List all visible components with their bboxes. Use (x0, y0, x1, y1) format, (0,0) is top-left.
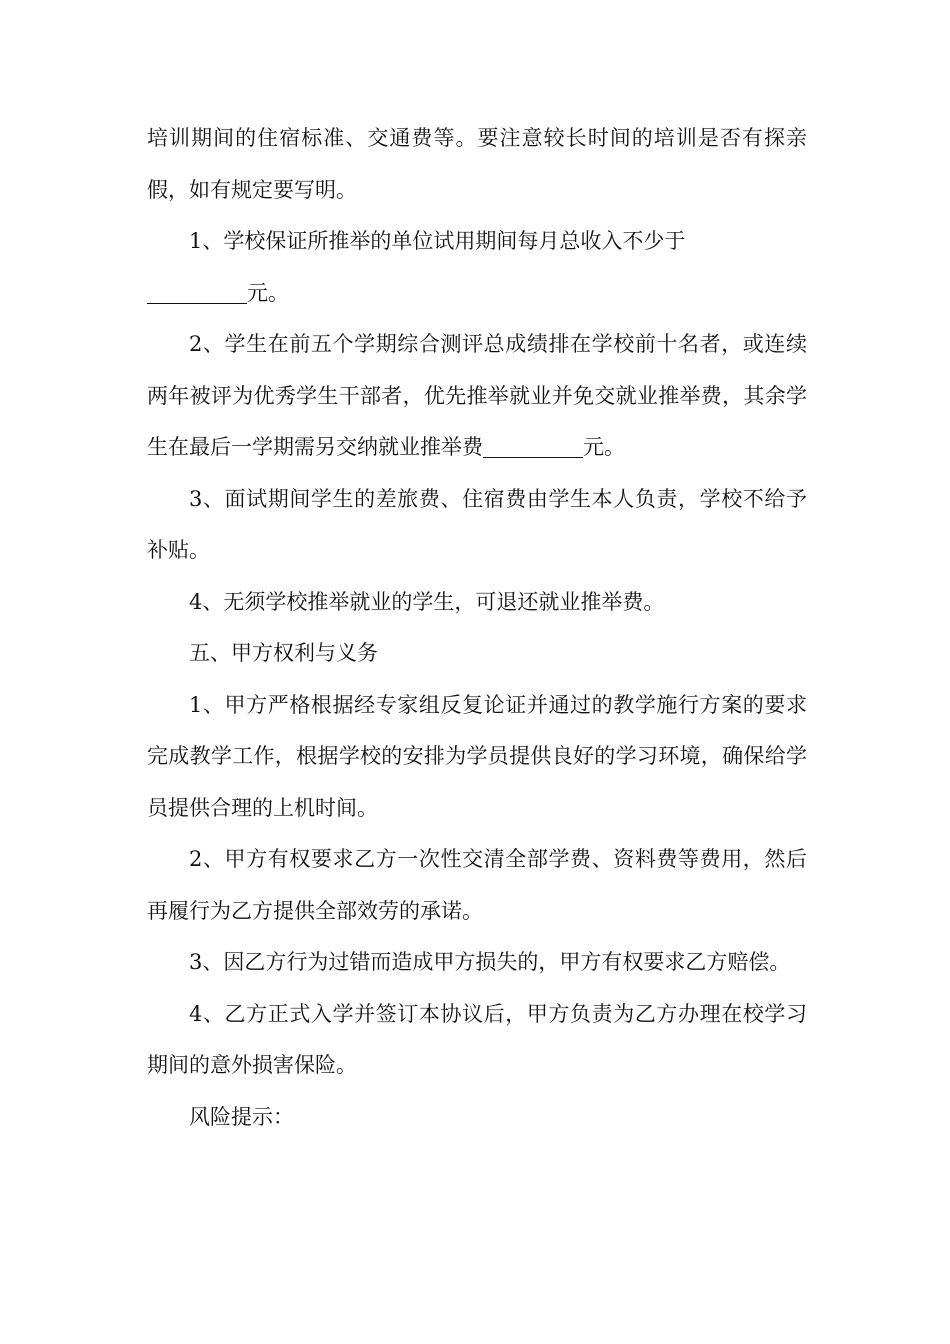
paragraph-party-a-compensation: 3、因乙方行为过错而造成甲方损失的，甲方有权要求乙方赔偿。 (189, 950, 791, 974)
paragraph-training-accommodation: 培训期间的住宿标准、交通费等。要注意较长时间的培训是否有探亲假，如有规定要写明。 (147, 126, 807, 202)
section-heading-party-a: 五、甲方权利与义务 (189, 641, 378, 665)
paragraph-refund: 4、无须学校推举就业的学生，可退还就业推举费。 (189, 589, 665, 614)
paragraph-risk-notice: 风险提示： (189, 1104, 294, 1129)
paragraph-trial-income: 1、学校保证所推举的单位试用期间每月总收入不少于 (189, 229, 686, 253)
paragraph-interview-expenses: 3、面试期间学生的差旅费、住宿费由学生本人负责，学校不给予补贴。 (147, 486, 807, 562)
paragraph-party-a-insurance: 4、乙方正式入学并签订本协议后，甲方负责为乙方办理在校学习期间的意外损害保险。 (147, 1001, 807, 1077)
paragraph-top-students (147, 319, 807, 474)
unit-text: 元。 (583, 435, 625, 459)
paragraph-party-a-teaching: 1、甲方严格根据经专家组反复论证并通过的教学施行方案的要求完成教学工作，根据学校的安排为学员提供良好的学习环境，确保给学员提供合理的上机时间。 (147, 692, 807, 820)
paragraph-party-a-fees: 2、甲方有权要求乙方一次性交清全部学费、资料费等费用，然后再履行为乙方提供全部效劳的承诺。 (147, 847, 807, 923)
paragraph-text: 2、学生在前五个学期综合测评总成绩排在学校前十名者，或连续两年被评为优秀学生干部者，优先推举就业并免交就业推举费，其余学生在最后一学期需另交纳就业推举费 (147, 332, 807, 459)
document-body (147, 113, 807, 1143)
unit-text: 元。 (247, 280, 289, 305)
blank-amount-line (147, 282, 247, 304)
paragraph-trial-income-amount (147, 268, 807, 320)
blank-amount-line (483, 436, 583, 458)
